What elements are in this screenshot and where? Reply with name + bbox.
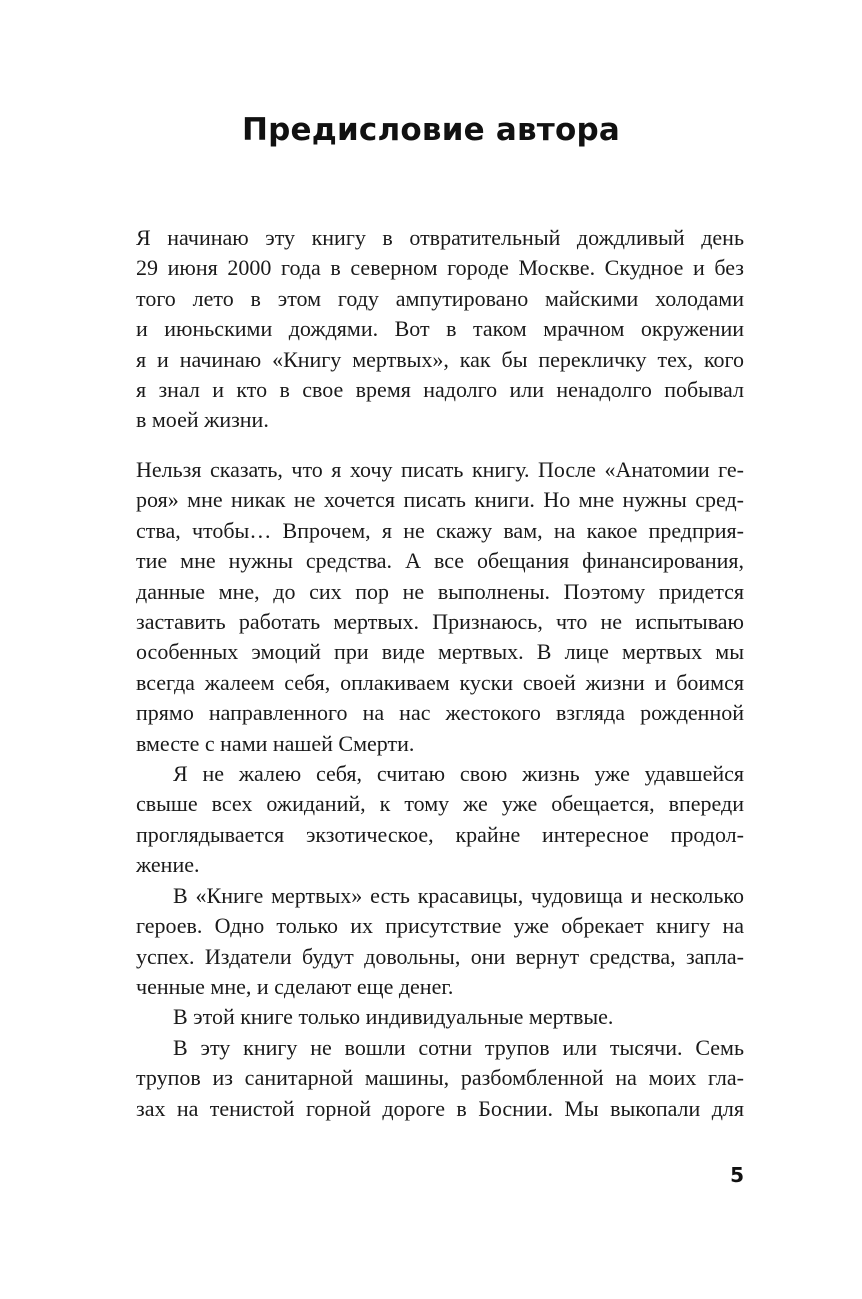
text-line: проглядывается экзотическое, крайне интересное продол- — [136, 821, 744, 847]
text-line: ченные мне, и сделают еще денег. — [136, 973, 454, 999]
paragraph — [136, 1033, 744, 1124]
text-line: того лето в этом году ампутировано майскими холодами — [136, 285, 744, 311]
text-line: В эту книгу не вошли сотни трупов или тысячи. Семь — [173, 1034, 744, 1060]
text-line: В этой книге только индивидуальные мертвые. — [173, 1004, 614, 1030]
text-line: в моей жизни. — [136, 407, 269, 433]
text-line: данные мне, до сих пор не выполнены. Поэтому придется — [136, 578, 744, 604]
text-line: я и начинаю «Книгу мертвых», как бы перекличку тех, кого — [136, 346, 744, 372]
text-line: особенных эмоций при виде мертвых. В лице мертвых мы — [136, 639, 744, 665]
text-block-intro — [136, 223, 744, 436]
text-line: трупов из санитарной машины, разбомбленной на моих гла- — [136, 1065, 744, 1091]
text-line: прямо направленного на нас жестокого взгляда рожденной — [136, 700, 744, 726]
text-line: я знал и кто в свое время надолго или ненадолго побывал — [136, 377, 744, 403]
text-line: жение. — [136, 852, 200, 878]
text-line: всегда жалеем себя, оплакиваем куски своей жизни и боимся — [136, 669, 744, 695]
text-line: героев. Одно только их присутствие уже обрекает книгу на — [136, 913, 744, 939]
text-line: зах на тенистой горной дороге в Боснии. Мы выкопали для — [136, 1095, 744, 1121]
text-line: Нельзя сказать, что я хочу писать книгу. После «Анатомии ге- — [136, 457, 744, 482]
text-line: ства, чтобы… Впрочем, я не скажу вам, на какое предприя- — [136, 517, 744, 543]
text-line: Я не жалею себя, считаю свою жизнь уже удавшейся — [173, 761, 744, 787]
text-line: заставить работать мертвых. Признаюсь, что не испытываю — [136, 609, 744, 635]
paragraph — [136, 223, 744, 436]
page-number: 5 — [730, 1163, 744, 1187]
text-block-main — [136, 455, 744, 1124]
text-line: В «Книге мертвых» есть красавицы, чудовища и несколько — [173, 882, 744, 908]
page-title: Предисловие автора — [242, 112, 620, 148]
text-line: успех. Издатели будут довольны, они вернут средства, запла- — [136, 943, 744, 969]
text-line: свыше всех ожиданий, к тому же уже обещается, впереди — [136, 791, 744, 817]
paragraph — [136, 759, 744, 881]
text-line: и июньскими дождями. Вот в таком мрачном окружении — [136, 316, 744, 342]
text-line: роя» мне никак не хочется писать книги. Но мне нужны сред- — [136, 487, 744, 513]
text-line: Я начинаю эту книгу в отвратительный дождливый день — [136, 225, 744, 250]
text-line: 29 июня 2000 года в северном городе Москве. Скудное и без — [136, 255, 744, 281]
text-line: вместе с нами нашей Смерти. — [136, 730, 415, 756]
text-line: тие мне нужны средства. А все обещания финансирования, — [136, 548, 744, 574]
paragraph — [136, 1002, 744, 1032]
paragraph — [136, 455, 744, 759]
paragraph — [136, 881, 744, 1003]
